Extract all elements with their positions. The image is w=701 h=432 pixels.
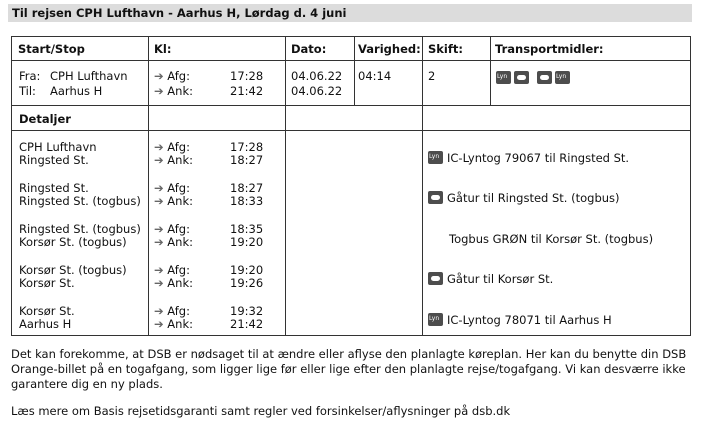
to-station: Aarhus H [50,84,103,98]
leg-dep-label: Afg: [167,222,190,236]
leg-dep-label: Afg: [167,263,190,277]
to-label: Til: [19,84,36,98]
details-divider [12,130,690,131]
leg-to: Korsør St. (togbus) [19,235,127,249]
notice-text: Det kan forekomme, at DSB er nødsaget til at ændre eller aflyse den planlagte køreplan. Her kan du benytte din DSB Orange-billet på en togafgang, som ligger lige før eller lige efter den planlagte rejse/togafgang. Vi kan desværre ikke garantere dig en ny plads. [11,347,687,391]
arrow-icon: ➔ [154,69,164,83]
header-kl: Kl: [154,42,172,56]
header-dato: Dato: [291,42,327,56]
leg-arr-label: Ank: [167,276,193,290]
leg-arr-time: 18:33 [230,194,264,208]
header-divider [12,60,690,61]
leg-arr-label: Ank: [167,235,193,249]
header-skift: Skift: [428,42,463,56]
arrow-icon: ➔ [154,222,164,236]
arr-time: 21:42 [230,84,264,98]
leg-description: Gåtur til Korsør St. [447,272,554,286]
leg-from: Korsør St. (togbus) [19,263,127,277]
header-start-stop: Start/Stop [18,42,85,56]
leg-to: Ringsted St. (togbus) [19,194,141,208]
col-divider [422,37,423,335]
leg-from: Korsør St. [19,304,75,318]
ferry-icon [428,272,443,285]
leg-description: Togbus GRØN til Korsør St. (togbus) [449,232,654,246]
from-station: CPH Lufthavn [50,69,128,83]
leg-description: IC-Lyntog 78071 til Aarhus H [447,313,612,327]
leg-arr-time: 21:42 [230,317,264,331]
ic-lyn-icon [496,71,511,84]
ferry-icon [514,71,529,84]
leg-to: Ringsted St. [19,153,89,167]
leg-dep-time: 19:32 [230,304,264,318]
leg-dep-time: 17:28 [230,140,264,154]
arrow-icon: ➔ [154,194,164,208]
arrow-icon: ➔ [154,317,164,331]
arrow-icon: ➔ [154,181,164,195]
leg-arr-time: 19:26 [230,276,264,290]
summary-divider [12,105,690,106]
leg-from: Ringsted St. [19,181,89,195]
leg-arr-label: Ank: [167,194,193,208]
dep-time: 17:28 [230,69,264,83]
ic-lyn-icon [555,71,570,84]
leg-description: IC-Lyntog 79067 til Ringsted St. [447,151,630,165]
journey-title: Til rejsen CPH Lufthavn - Aarhus H, Lørdag d. 4 juni [8,4,692,22]
leg-arr-time: 18:27 [230,153,264,167]
duration: 04:14 [358,69,392,83]
header-varighed: Varighed: [358,42,421,56]
col-divider [354,37,355,105]
leg-dep-time: 18:27 [230,181,264,195]
from-label: Fra: [19,69,41,83]
leg-dep-label: Afg: [167,140,190,154]
guarantee-text: Læs mere om Basis rejsetidsgaranti samt regler ved forsinkelser/aflysninger på dsb.dk [11,404,511,418]
leg-arr-label: Ank: [167,317,193,331]
col-divider [285,37,286,335]
ic-lyn-icon [428,313,443,326]
leg-description: Gåtur til Ringsted St. (togbus) [447,191,620,205]
details-title: Detaljer [19,112,71,126]
ferry-icon [428,191,443,204]
leg-from: Ringsted St. (togbus) [19,222,141,236]
journey-table [11,36,691,336]
leg-from: CPH Lufthavn [19,140,97,154]
arrow-icon: ➔ [154,235,164,249]
leg-dep-time: 18:35 [230,222,264,236]
changes-count: 2 [428,69,436,83]
arrow-icon: ➔ [154,263,164,277]
leg-to: Korsør St. [19,276,75,290]
dep-date: 04.06.22 [291,69,343,83]
arrow-icon: ➔ [154,276,164,290]
dep-label: Afg: [167,69,190,83]
leg-arr-time: 19:20 [230,235,264,249]
leg-arr-label: Ank: [167,153,193,167]
arrow-icon: ➔ [154,304,164,318]
leg-dep-time: 19:20 [230,263,264,277]
arrow-icon: ➔ [154,140,164,154]
header-transport: Transportmidler: [495,42,604,56]
arrow-icon: ➔ [154,84,164,98]
leg-to: Aarhus H [19,317,72,331]
ic-lyn-icon [428,151,443,164]
ferry-icon [537,71,552,84]
arr-label: Ank: [167,84,193,98]
col-divider [148,37,149,335]
leg-dep-label: Afg: [167,181,190,195]
leg-dep-label: Afg: [167,304,190,318]
col-divider [490,37,491,105]
arr-date: 04.06.22 [291,84,343,98]
arrow-icon: ➔ [154,153,164,167]
